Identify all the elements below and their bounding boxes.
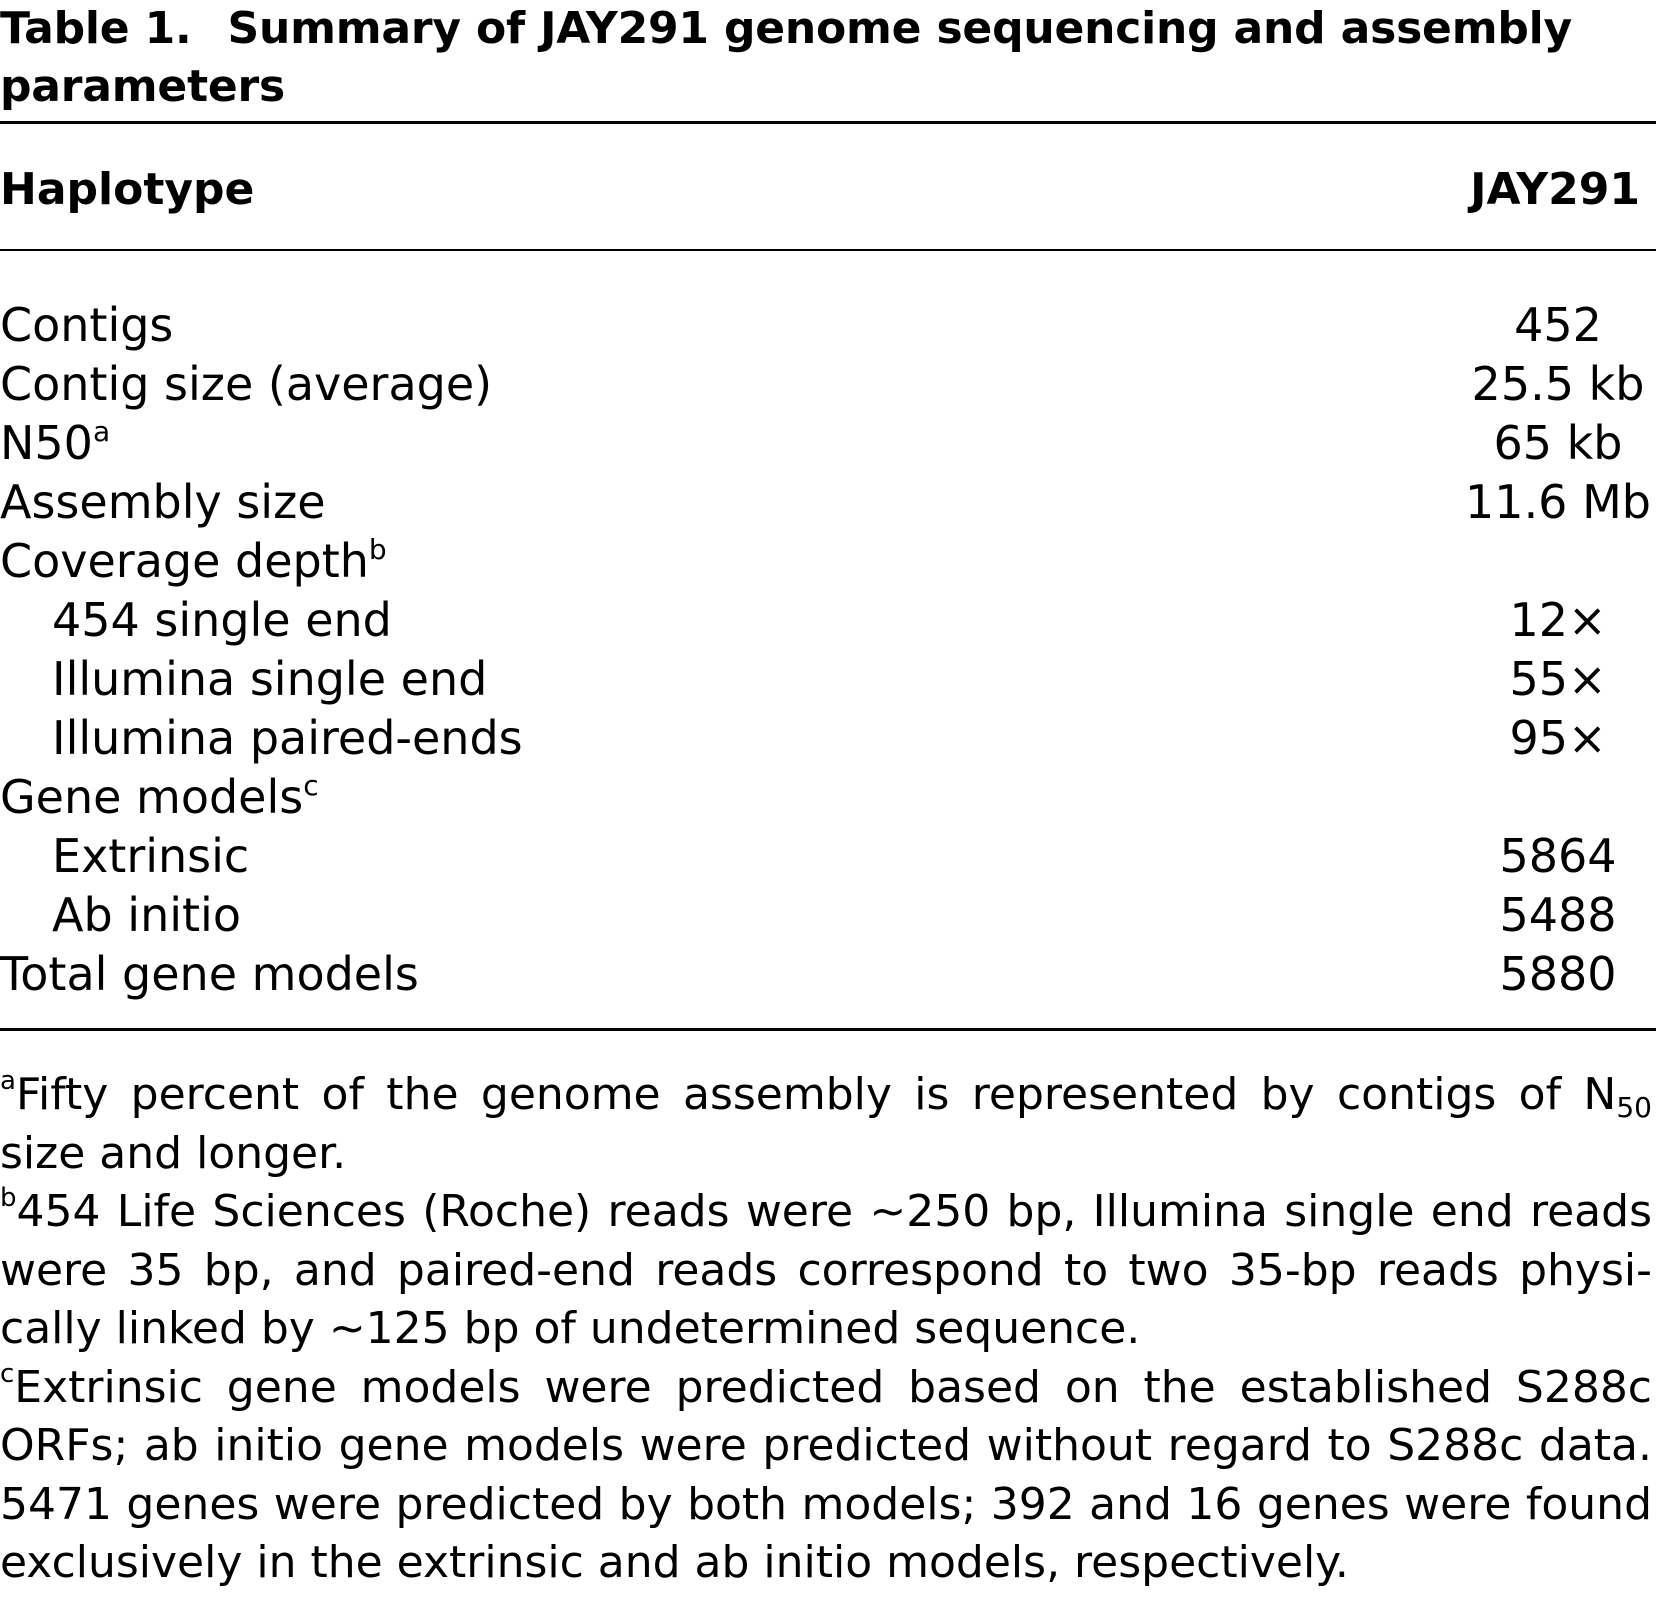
column-header-jay291: JAY291 [1470,164,1640,215]
row-label: Assembly size [0,475,326,529]
table-row [0,709,1656,768]
column-header-haplotype: Haplotype [0,164,255,215]
table-row [0,945,1656,1004]
top-rule [0,121,1656,124]
row-value: 12× [1509,593,1607,647]
table-row [0,473,1656,532]
row-value: 11.6 Mb [1465,475,1651,529]
row-value: 5880 [1499,947,1617,1001]
footnote-marker: a [92,415,111,448]
footnote-marker: b [0,1183,17,1213]
row-label: N50$^a$ [0,415,111,470]
footnote-marker: b [368,533,387,566]
table-row-group-header [0,532,1656,591]
footnote-b: $^b$454 Life Sciences (Roche) reads were ~250 bp, Illumina single end reads were 35 bp, and paired-end reads correspond to two 35-bp reads physically linked by ~125 bp of undetermined sequence. [0,1183,1652,1354]
table-caption-title: Summary of JAY291 genome sequencing and assembly parameters [0,3,1573,112]
row-value: 55× [1509,652,1607,706]
row-value: 95× [1509,711,1607,765]
row-label: Total gene models [0,947,419,1001]
row-value: 452 [1514,298,1602,352]
footnote-marker: a [0,1066,16,1096]
table-row [0,650,1656,709]
row-label: Illumina single end [52,652,488,706]
footnote-a: $^a$Fifty percent of the genome assembly is represented by contigs of $N_{50}$ size and longer. [0,1066,1652,1179]
row-label: Gene models$^c$ [0,769,319,824]
footnote-marker: c [303,769,319,802]
table-row [0,355,1656,414]
table-row [0,886,1656,945]
row-value: 5864 [1499,829,1617,883]
table-row [0,827,1656,886]
row-label: Contig size (average) [0,357,493,411]
table-body [0,296,1656,1004]
row-value: 65 kb [1493,416,1623,470]
table-row [0,591,1656,650]
row-label: Illumina paired-ends [52,711,523,765]
row-label: Extrinsic [52,829,250,883]
table-row-group-header [0,768,1656,827]
bottom-rule [0,1028,1656,1031]
row-value: 5488 [1499,888,1617,942]
row-label: Coverage depth$^b$ [0,533,387,588]
table-row [0,414,1656,473]
table-caption-label: Table 1. [0,3,192,54]
footnote-c: $^c$Extrinsic gene models were predicted based on the established S288c ORFs; ab initio gene models were predicted without regard to S288c data. 5471 genes were predicted by both models; 392 and 16 genes were found exclusively in the extrinsic and ab initio models, respectively. [0,1358,1652,1588]
table-footnotes [0,1066,1652,1593]
header-rule [0,249,1656,251]
footnote-marker: c [0,1358,15,1389]
row-label: Ab initio [52,888,241,942]
row-value: 25.5 kb [1471,357,1645,411]
table-row [0,296,1656,355]
row-label: Contigs [0,298,174,352]
row-label: 454 single end [52,593,392,647]
table-caption [0,0,1650,116]
